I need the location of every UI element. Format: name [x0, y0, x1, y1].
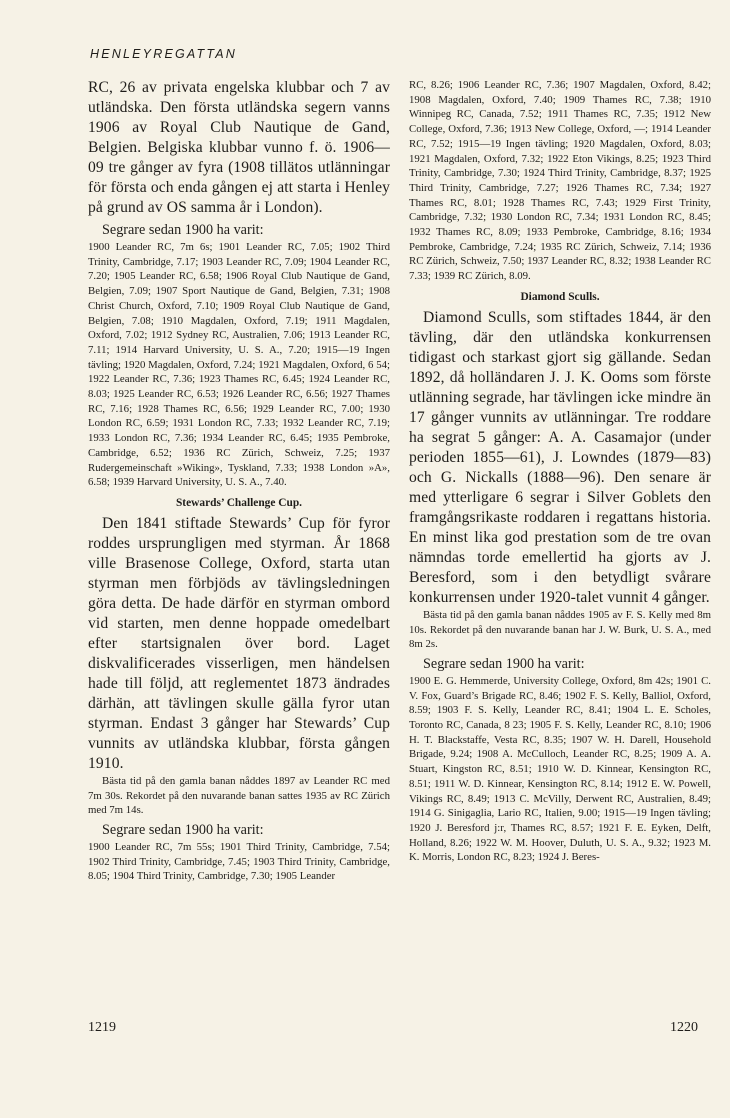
stewards-paragraph: Den 1841 stiftade Stewards’ Cup för fyror roddes ursprungligen med styrman. År 1868 ville Brasenose College, Oxford, starta utan styrman men förbjöds av tävlingsledningen göra detta. De hade därför en styrman ombord vid starten, men denne hoppade omedelbart efter startsignalen över bord. Laget diskvalificerades visserligen, men händelsen hade till följd, att reglementet 1873 ändrades därhän, att tävlingen skulle gälla fyror utan styrman. Endast 3 gånger har Stewards’ Cup vunnits av utländska klubbar, första gången 1910. — [88, 514, 390, 772]
winners-list-3: 1900 E. G. Hemmerde, University College, Oxford, 8m 42s; 1901 C. V. Fox, Guard’s Brigade RC, 8.46; 1902 F. S. Kelly, Balliol, Oxford, 8.59; 1903 F. S. Kelly, Leander RC, 8.41; 1904 L. E. Scholes, Toronto RC, Canada, 8 23; 1905 F. S. Kelly, Leander RC, 8.10; 1906 H. T. Blackstaffe, Vesta RC, 8.35; 1907 W. H. Darell, Household Brigade, 9.24; 1908 A. McCulloch, Leander RC, 8.25; 1909 A. A. Stuart, Kingston RC, 8.51; 1910 W. D. Kinnear, Kensington RC, 8.51; 1911 W. D. Kinnear, Kensington RC, 8.14; 1912 E. W. Powell, Vikings RC, 8.49; 1913 C. McVilly, Derwent RC, Australien, 8.49; 1914 G. Sinigaglia, Lario RC, Italien, 9.00; 1915—19 Ingen tävling; 1920 J. Beresford j:r, Thames RC, 8.57; 1921 F. E. Eyken, Delft, Holland, 8.26; 1922 W. M. Hoover, Duluth, U. S. A., 9.32; 1923 M. K. Morris, London RC, 8.23; 1924 J. Beres- — [409, 674, 711, 864]
winners-list-1: 1900 Leander RC, 7m 6s; 1901 Leander RC, 7.05; 1902 Third Trinity, Cambridge, 7.17; 1903 Leander RC, 7.09; 1904 Leander RC, 7.20; 1905 Leander RC, 6.58; 1906 Royal Club Nautique de Gand, Belgien, 7.09; 1907 Sport Nautique de Gand, Belgien, 7.31; 1908 Christ Church, Oxford, 7.10; 1909 Royal Club Nautique de Gand, Belgien, 7.08; 1910 Magdalen, Oxford, 7.19; 1911 Magdalen, Oxford, 7.02; 1912 Sydney RC, Australien, 7.06; 1913 Leander RC, 7.11; 1914 Harvard University, U. S. A., 7.20; 1915—19 Ingen tävling; 1920 Magdalen, Oxford, 7.24; 1921 Magdalen, Oxford, 6 54; 1922 Leander RC, 7.36; 1923 Thames RC, 6.45; 1924 Leander RC, 8.03; 1925 Leander RC, 6.53; 1926 Leander RC, 6.56; 1927 Thames RC, 7.16; 1928 Thames RC, 6.56; 1929 Leander RC, 7.00; 1930 London RC, 6.59; 1931 London RC, 7.33; 1932 Leander RC, 7.19; 1933 London RC, 7.36; 1934 Leander RC, 6.45; 1935 Pembroke, Cambridge, 6.52; 1936 RC Zürich, Schweiz, 7.25; 1937 Rudergemeinschaft »Wiking», Tyskland, 7.33; 1938 London »A», 6.58; 1939 Harvard University, U. S. A., 7.40. — [88, 241, 390, 489]
diamond-record-note: Bästa tid på den gamla banan nåddes 1905 av F. S. Kelly med 8m 10s. Rekordet på den nuvarande banan har J. W. Burk, U. S. A., med 8m 2s. — [409, 608, 711, 651]
winners-list-2-continued: RC, 8.26; 1906 Leander RC, 7.36; 1907 Magdalen, Oxford, 8.42; 1908 Magdalen, Oxford, 7.40; 1909 Thames RC, 7.38; 1910 Winnipeg RC, Canada, 7.52; 1911 Thames RC, 7.35; 1912 New College, Oxford, 7.36; 1913 New College, Oxford, —; 1914 Leander RC, 7.52; 1915—19 Ingen tävling; 1920 Magdalen, Oxford, 8.03; 1921 Magdalen, Oxford, 7.32; 1922 Eton Vikings, 8.25; 1923 Third Trinity, Cambridge, 7.30; 1924 Third Trinity, Cambridge, 8.37; 1925 Third Trinity, Cambridge, 7.27; 1926 Thames RC, 7.34; 1927 Thames RC, 8.01; 1928 Thames RC, 7.43; 1929 First Trinity, Cambridge, 7.32; 1930 London RC, 7.34; 1931 London RC, 8.45; 1932 Thames RC, 8.09; 1933 Pembroke, Cambridge, 8.16; 1934 Pembroke, Cambridge, 7.24; 1935 RC Zürich, Schweiz, 7.14; 1936 RC Zürich, Schweiz, 7.50; 1937 Leander RC, 8.32; 1938 Leander RC 7.33; 1939 RC Zürich, 8.09. — [409, 79, 711, 283]
page-number-right: 1220 — [670, 1020, 698, 1035]
section-heading-diamond: Diamond Sculls. — [520, 290, 600, 303]
winners-heading-2: Segrare sedan 1900 ha varit: — [102, 822, 264, 839]
left-column — [88, 78, 390, 884]
diamond-paragraph: Diamond Sculls, som stiftades 1844, är den tävling, där den utländska konkurrensen tidigast och starkast gjort sig gällande. Sedan 1892, då holländaren J. J. K. Ooms som förste utlänning segrade, har tävlingen icke mindre än 17 gånger vunnits av utlänningar. Tre roddare ha segrat 5 gånger: A. A. Casamajor (under perioden 1855—61), J. Lowndes (1879—83) och G. Nickalls (1888—96). Den senare är med ytterligare 6 segrar i Silver Goblets den framgångsrikaste roddaren i regattans historia. En minst lika god prestation som de tre ovan nämndas torde emellertid ha gjorts av J. Beresford, som i den betydligt svårare konkurrensen under 1920-talet vunnit 4 gånger. — [409, 308, 711, 606]
stewards-record-note: Bästa tid på den gamla banan nåddes 1897 av Leander RC med 7m 30s. Rekordet på den nuvarande banan sattes 1935 av RC Zürich med 7m 14s. — [88, 774, 390, 817]
section-heading-stewards: Stewards’ Challenge Cup. — [175, 496, 303, 509]
intro-paragraph: RC, 26 av privata engelska klubbar och 7 av utländska. Den första utländska segern vanns 1906 av Royal Club Nautique de Gand, Belgien. Belgiska klubbar vunno f. ö. 1906—09 tre gånger av fyra (1908 tillätos utlänningar för första och enda gången ej att starta i Henley på grund av OS samma år i London). — [88, 79, 390, 216]
winners-heading-3: Segrare sedan 1900 ha varit: — [423, 655, 585, 672]
right-column — [409, 78, 711, 865]
page-number-left: 1219 — [88, 1020, 116, 1035]
winners-heading-1: Segrare sedan 1900 ha varit: — [102, 222, 264, 238]
running-header: HENLEYREGATTAN — [90, 47, 238, 61]
winners-list-2: 1900 Leander RC, 7m 55s; 1901 Third Trinity, Cambridge, 7.54; 1902 Third Trinity, Cambridge, 7.45; 1903 Third Trinity, Cambridge, 8.05; 1904 Third Trinity, Cambridge, 7.30; 1905 Leander — [88, 841, 390, 883]
